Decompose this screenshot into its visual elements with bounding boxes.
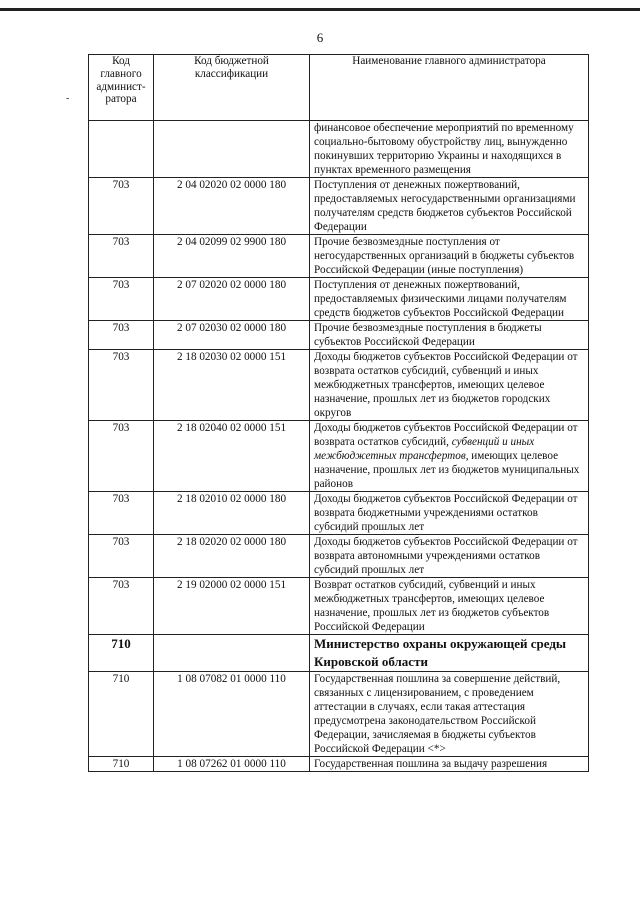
- budget-code-cell: [154, 635, 310, 672]
- table-row-ministry-heading: [89, 635, 589, 672]
- margin-mark: -: [66, 93, 70, 104]
- admin-name-cell: Возврат остатков субсидий, субвенций и иных межбюджетных трансфертов, имеющих целевое назначение, прошлых лет из бюджетов субъектов Российской Федерации: [310, 578, 589, 635]
- admin-code-cell: 703: [89, 535, 154, 578]
- admin-name-cell: Прочие безвозмездные поступления в бюджеты субъектов Российской Федерации: [310, 321, 589, 350]
- table-row: [89, 492, 589, 535]
- table-row: [89, 350, 589, 421]
- admin-name-part: Доходы бюджетов субъектов Российской Федерации от возврата остатков субсидий,: [314, 422, 578, 448]
- budget-code-cell: 2 18 02020 02 0000 180: [154, 535, 310, 578]
- table-row: [89, 235, 589, 278]
- table-row: [89, 672, 589, 757]
- admin-name-cell: Доходы бюджетов субъектов Российской Федерации от возврата бюджетными учреждениями остатков субсидий прошлых лет: [310, 492, 589, 535]
- admin-name-cell: Прочие безвозмездные поступления от негосударственных организаций в бюджеты субъектов Российской Федерации (иные поступления): [310, 235, 589, 278]
- budget-code-cell: 1 08 07082 01 0000 110: [154, 672, 310, 757]
- budget-code-cell: [154, 121, 310, 178]
- admin-name-cell: Доходы бюджетов субъектов Российской Федерации от возврата автономными учреждениями остатков субсидий прошлых лет: [310, 535, 589, 578]
- admin-code-cell: 703: [89, 578, 154, 635]
- admin-name-cell: Поступления от денежных пожертвований, предоставляемых физическими лицами получателям средств бюджетов субъектов Российской Федерации: [310, 278, 589, 321]
- admin-code-cell: [89, 121, 154, 178]
- header-admin-code: Код главного админист-ратора: [89, 55, 154, 121]
- admin-name-cell: Государственная пошлина за совершение действий, связанных с лицензированием, с проведением аттестации в случаях, если такая аттестация предусмотрена законодательством Российской Федерации, зачисляемая в бюджеты субъектов Российской Федерации <*>: [310, 672, 589, 757]
- budget-code-cell: 2 04 02020 02 0000 180: [154, 178, 310, 235]
- table-row: [89, 757, 589, 772]
- budget-code-cell: 2 04 02099 02 9900 180: [154, 235, 310, 278]
- top-border-line: [0, 8, 640, 11]
- table-row: [89, 321, 589, 350]
- table-header-row: [89, 55, 589, 121]
- admin-name-cell: [310, 421, 589, 492]
- budget-code-cell: 2 18 02040 02 0000 151: [154, 421, 310, 492]
- budget-code-cell: 2 07 02030 02 0000 180: [154, 321, 310, 350]
- table-row: [89, 578, 589, 635]
- table-row: [89, 278, 589, 321]
- budget-classification-table: [88, 54, 589, 772]
- admin-code-cell: 703: [89, 492, 154, 535]
- admin-name-part: имеющих целевое назначение, прошлых лет из бюджетов муниципальных районов: [314, 450, 580, 490]
- admin-code-cell: 703: [89, 235, 154, 278]
- admin-code-cell: 710: [89, 757, 154, 772]
- budget-code-cell: 2 18 02010 02 0000 180: [154, 492, 310, 535]
- admin-name-italic-part: субвенций и иных межбюджетных трансфертов,: [314, 436, 535, 462]
- header-admin-name: Наименование главного администратора: [310, 55, 589, 121]
- header-budget-code: Код бюджетной классификации: [154, 55, 310, 121]
- table-row: [89, 121, 589, 178]
- admin-code-cell: 703: [89, 321, 154, 350]
- admin-name-cell: Поступления от денежных пожертвований, предоставляемых негосударственными организациями получателям средств бюджетов субъектов Российской Федерации: [310, 178, 589, 235]
- budget-code-cell: 1 08 07262 01 0000 110: [154, 757, 310, 772]
- admin-name-cell: Государственная пошлина за выдачу разрешения: [310, 757, 589, 772]
- admin-code-cell: 703: [89, 178, 154, 235]
- admin-name-cell: Доходы бюджетов субъектов Российской Федерации от возврата остатков субсидий, субвенций и иных межбюджетных трансфертов, имеющих целевое назначение, прошлых лет из бюджетов городских округов: [310, 350, 589, 421]
- table-row: [89, 535, 589, 578]
- admin-code-cell: 710: [89, 672, 154, 757]
- page-number: 6: [316, 30, 324, 45]
- table-row: [89, 421, 589, 492]
- admin-code-cell: 703: [89, 421, 154, 492]
- ministry-name-cell: Министерство охраны окружающей среды Кировской области: [310, 635, 589, 672]
- budget-code-cell: 2 07 02020 02 0000 180: [154, 278, 310, 321]
- admin-name-cell: финансовое обеспечение мероприятий по временному социально-бытовому обустройству лиц, вынужденно покинувших территорию Украины и находящихся в пунктах временного размещения: [310, 121, 589, 178]
- budget-code-cell: 2 19 02000 02 0000 151: [154, 578, 310, 635]
- table-row: [89, 178, 589, 235]
- admin-code-cell: 703: [89, 278, 154, 321]
- budget-code-cell: 2 18 02030 02 0000 151: [154, 350, 310, 421]
- admin-code-cell: 703: [89, 350, 154, 421]
- admin-code-cell: 710: [89, 635, 154, 672]
